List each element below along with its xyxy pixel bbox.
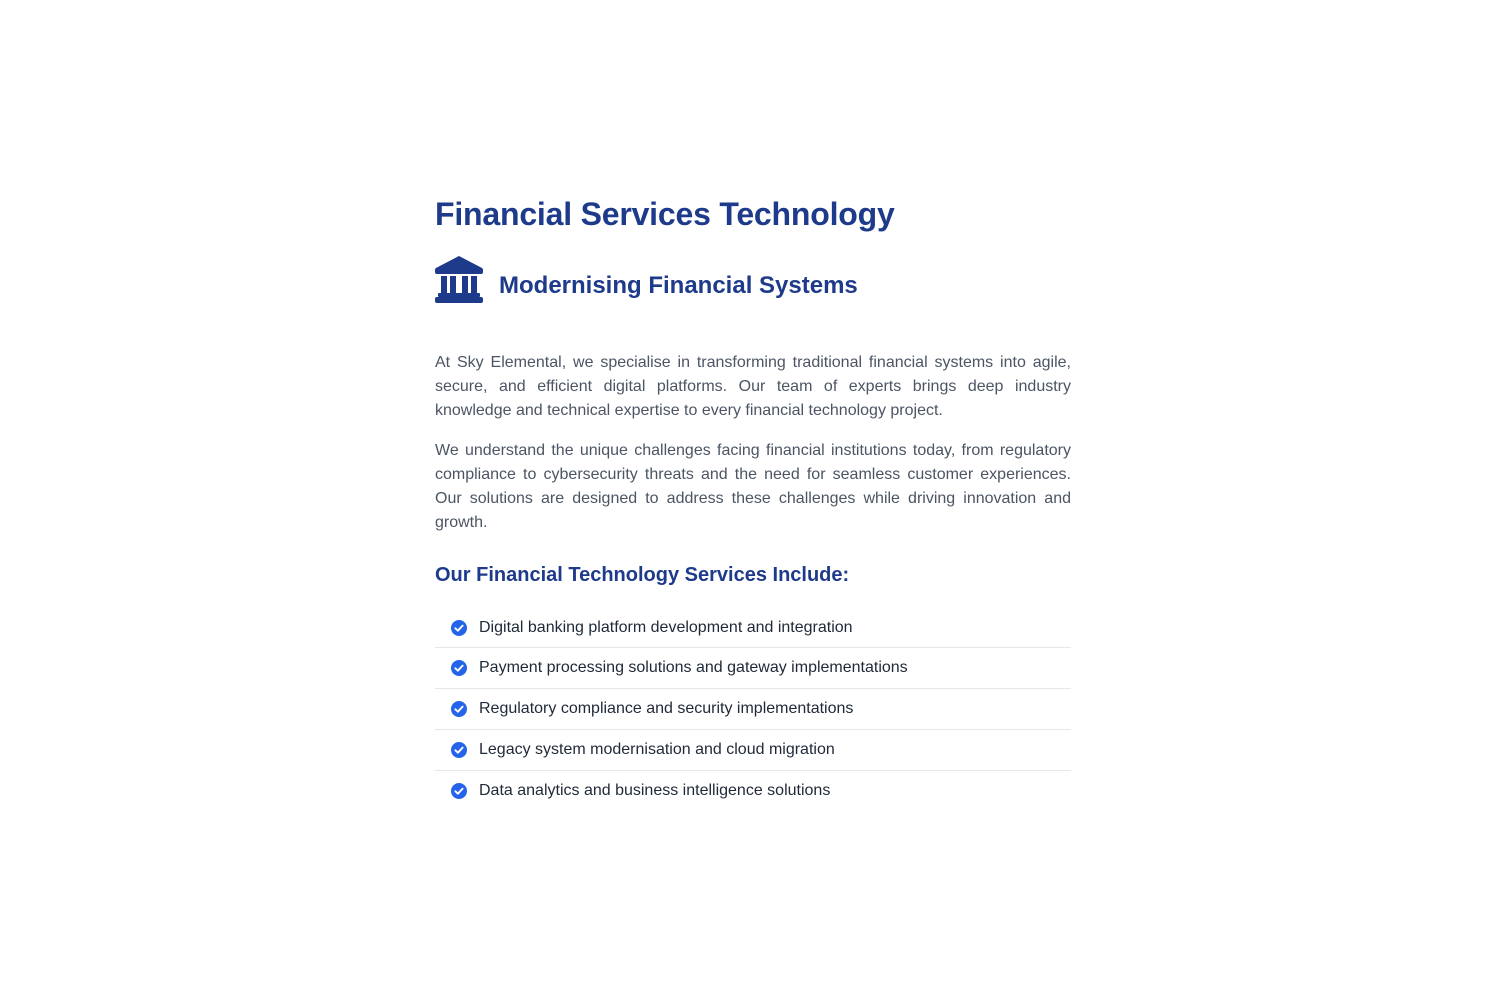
- list-item: [435, 771, 1071, 811]
- challenges-paragraph: We understand the unique challenges facing financial institutions today, from regulatory compliance to cybersecurity threats and the need for seamless customer experiences. Our solutions are designed to address these challenges while driving innovation and growth.: [435, 442, 1071, 531]
- services-heading: Our Financial Technology Services Include:: [435, 564, 850, 586]
- list-item: [435, 648, 1071, 689]
- intro-paragraph: At Sky Elemental, we specialise in transforming traditional financial systems into agile, secure, and efficient digital platforms. Our team of experts brings deep industry knowledge and technical expertise to every financial technology project.: [435, 354, 1071, 419]
- list-item-label: Payment processing solutions and gateway implementations: [479, 659, 908, 676]
- bank-icon: [435, 255, 483, 303]
- check-circle-icon: [451, 620, 467, 636]
- list-item: [435, 609, 1071, 648]
- check-circle-icon: [451, 660, 467, 676]
- section-subheading: Modernising Financial Systems: [499, 272, 858, 299]
- list-item: [435, 730, 1071, 771]
- check-circle-icon: [451, 742, 467, 758]
- check-circle-icon: [451, 783, 467, 799]
- list-item-label: Legacy system modernisation and cloud migration: [479, 741, 835, 758]
- list-item-label: Data analytics and business intelligence solutions: [479, 782, 831, 799]
- list-item: [435, 689, 1071, 730]
- list-item-label: Digital banking platform development and integration: [479, 619, 853, 636]
- check-circle-icon: [451, 701, 467, 717]
- main-content: [435, 193, 1071, 811]
- page-title: Financial Services Technology: [435, 196, 895, 232]
- intro-header: [435, 254, 1071, 304]
- list-item-label: Regulatory compliance and security implementations: [479, 700, 854, 717]
- services-list: [435, 609, 1071, 811]
